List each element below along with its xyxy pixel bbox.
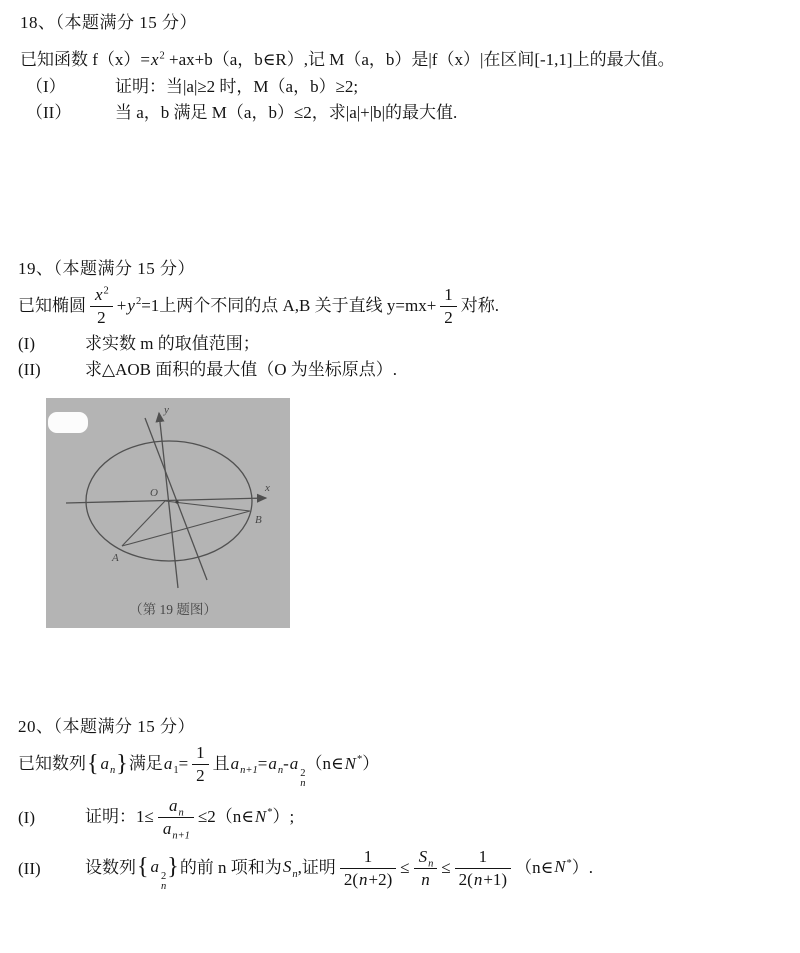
- text-fragment: +2): [368, 869, 393, 889]
- brace-open: {: [137, 854, 149, 881]
- fraction-1-over-2: [192, 743, 209, 787]
- math-variable-nset: N: [554, 857, 566, 877]
- text-fragment: 的前 n 项和为: [179, 857, 282, 877]
- denominator: [340, 869, 396, 890]
- fraction-an-over-an1: [158, 796, 194, 840]
- item-math-content: [85, 796, 294, 840]
- intersection-dot: [175, 500, 178, 503]
- figure-caption: （第 19 题图）: [129, 602, 217, 617]
- problem-20-part-2: [18, 847, 593, 893]
- item-marker: (II): [18, 359, 41, 379]
- operator-le: ≤: [441, 857, 451, 877]
- item-text: 求△AOB 面积的最大值（O 为坐标原点）.: [85, 359, 397, 379]
- subscript: 1: [173, 765, 179, 777]
- text-fragment: ）.: [571, 857, 594, 877]
- problem-18-part-2: [20, 100, 675, 126]
- text-fragment: 证明：1≤: [85, 806, 154, 826]
- math-variable-n: n: [473, 869, 483, 889]
- label-origin: O: [150, 487, 158, 499]
- text-fragment: 已知函数 f（x）=: [20, 50, 150, 69]
- text-fragment: ）;: [272, 806, 295, 826]
- denominator: [158, 818, 194, 842]
- subscript: n: [161, 881, 167, 893]
- item-text: 当 a，b 满足 M（a，b）≤2，求|a|+|b|的最大值.: [115, 103, 458, 122]
- text-fragment: 对称.: [460, 295, 500, 315]
- denominator: 2: [196, 766, 205, 786]
- denominator: 2: [444, 308, 453, 328]
- label-x-axis: x: [265, 482, 270, 494]
- fraction-sn-over-n: [414, 847, 438, 891]
- subscript: n+1: [172, 830, 190, 842]
- problem-20-intro: [18, 743, 593, 789]
- text-fragment: +1): [483, 869, 508, 889]
- item-marker: (II): [18, 859, 41, 879]
- numerator: [414, 847, 438, 869]
- brace-open: {: [87, 750, 99, 777]
- figure-19: [46, 398, 290, 628]
- text-fragment: 设数列: [85, 857, 136, 877]
- math-variable-an1: a: [230, 753, 240, 773]
- item-marker: (I): [18, 807, 35, 827]
- text-fragment: ≤2（n∈: [197, 806, 254, 826]
- brace-close: }: [167, 854, 179, 881]
- operator-plus: +: [116, 295, 127, 315]
- numerator: 1: [340, 847, 396, 869]
- subscript: n: [178, 807, 184, 819]
- subscript: n: [428, 857, 434, 869]
- item-math-content: [85, 847, 593, 893]
- math-variable-x: x: [151, 50, 159, 69]
- math-variable-a: a: [162, 819, 172, 839]
- operator-minus: -: [283, 753, 289, 773]
- math-variable-nset: N: [254, 806, 267, 826]
- numerator: 1: [192, 743, 209, 765]
- item-text: 求实数 m 的取值范围；: [85, 333, 260, 353]
- label-point-a: A: [112, 552, 119, 564]
- superscript: 2: [135, 296, 142, 308]
- numerator: [90, 285, 113, 307]
- problem-18-part-1: [20, 74, 675, 100]
- subscript: n: [300, 777, 306, 789]
- problem-19: [18, 256, 499, 383]
- problem-18: [20, 10, 675, 126]
- problem-18-heading: 18、（本题满分 15 分）: [20, 13, 197, 32]
- text-fragment: 满足: [128, 753, 163, 773]
- text-fragment: 已知椭圆: [18, 295, 86, 315]
- operator-equals: =: [178, 753, 189, 773]
- text-fragment: （n∈: [515, 857, 554, 877]
- text-fragment: 已知数列: [18, 753, 86, 773]
- superscript: *: [356, 754, 363, 766]
- brace-close: }: [116, 750, 128, 777]
- item-marker: (I): [18, 333, 35, 353]
- problem-19-part-2: [18, 357, 499, 383]
- text-fragment: ,证明: [297, 857, 336, 877]
- math-variable-x: x: [95, 285, 103, 304]
- math-variable-a: a: [169, 795, 178, 815]
- fraction-x2-over-2: [90, 285, 113, 329]
- math-variable-nset: N: [344, 753, 356, 773]
- text-fragment: （n∈: [305, 753, 344, 773]
- math-variable-s: S: [418, 846, 428, 866]
- figure-scan-background: [46, 398, 290, 628]
- denominator: 2: [97, 308, 106, 328]
- problem-19-heading: 19、（本题满分 15 分）: [18, 259, 195, 278]
- problem-20-heading: 20、（本题满分 15 分）: [18, 717, 195, 736]
- math-variable-n: n: [358, 869, 368, 889]
- superscript: 2: [103, 285, 109, 297]
- subscript: n: [277, 765, 284, 777]
- superscript: 2: [300, 767, 306, 779]
- fraction-1-over-2n2: [340, 847, 396, 891]
- denominator: [455, 869, 511, 890]
- text-fragment: 2(: [458, 869, 473, 889]
- problem-20-part-1: [18, 796, 593, 840]
- math-variable-an: a: [268, 753, 277, 773]
- math-variable-sn: S: [282, 857, 292, 877]
- superscript: *: [267, 806, 273, 818]
- text-fragment: 2(: [343, 869, 358, 889]
- math-variable-y: y: [127, 295, 135, 315]
- numerator: 1: [455, 847, 511, 869]
- item-marker: （I）: [26, 77, 66, 96]
- text-fragment: ）: [362, 753, 380, 773]
- math-variable-an-squared: a: [289, 753, 299, 773]
- operator-equals: =: [257, 753, 268, 773]
- subscript: n: [292, 868, 298, 880]
- math-variable-a1: a: [163, 753, 173, 773]
- superscript: 2: [159, 50, 165, 62]
- operator-le: ≤: [400, 857, 410, 877]
- numerator: [158, 796, 194, 818]
- superscript: *: [566, 857, 572, 869]
- problem-19-part-1: [18, 331, 499, 357]
- item-marker: （II）: [26, 103, 72, 122]
- text-fragment: +ax+b（a，b∈R）,记 M（a，b）是|f（x）|在区间[-1,1]上的最大值。: [164, 50, 675, 69]
- text-fragment: =1上两个不同的点 A,B 关于直线 y=mx+: [141, 295, 437, 315]
- label-point-b: B: [255, 514, 262, 526]
- text-fragment: 且: [212, 753, 230, 773]
- fraction-1-over-2n1: [455, 847, 511, 891]
- item-text: 证明：当|a|≥2 时，M（a，b）≥2;: [115, 77, 359, 96]
- subscript: n: [110, 765, 116, 777]
- subscript: n+1: [240, 765, 258, 777]
- problem-18-intro: [20, 46, 675, 74]
- superscript: 2: [161, 871, 167, 883]
- label-y-axis: y: [164, 404, 169, 416]
- denominator: n: [421, 869, 430, 889]
- problem-20: [18, 714, 593, 892]
- figure-19-svg: [46, 398, 290, 628]
- scan-whiteout-mark: [48, 412, 88, 433]
- math-variable-an-squared: a: [150, 857, 160, 877]
- math-variable-a: a: [100, 753, 110, 773]
- numerator: 1: [440, 285, 457, 307]
- fraction-1-over-2: [440, 285, 457, 329]
- problem-19-intro: [18, 285, 499, 329]
